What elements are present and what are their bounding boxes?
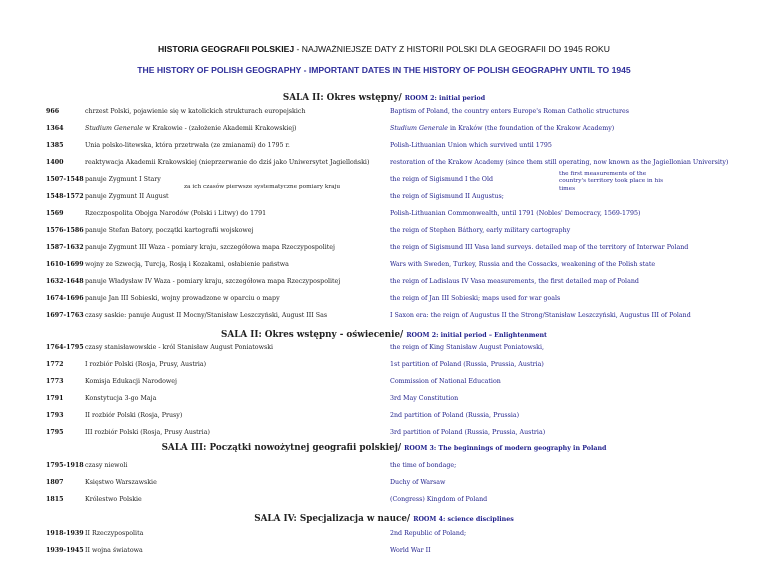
row-text-en: Polish-Lithuanian Union which survived until 1795 bbox=[390, 142, 552, 149]
title-polish-rest: - NAJWAŻNIEJSZE DATY Z HISTORII POLSKI DLA GEOGRAFII DO 1945 ROKU bbox=[294, 44, 610, 54]
row-year: 1610-1699 bbox=[46, 261, 84, 268]
table-row bbox=[0, 312, 768, 326]
row-text-en: Wars with Sweden, Turkey, Russia and the Cossacks, weakening of the Polish state bbox=[390, 261, 656, 268]
row-text-en: 1st partition of Poland (Russia, Prussia, Austria) bbox=[390, 361, 544, 368]
table-row bbox=[0, 479, 768, 493]
row-year: 1400 bbox=[46, 159, 64, 166]
section-heading-room3 bbox=[0, 443, 768, 453]
row-text-pl: chrzest Polski, pojawienie się w katolickich strukturach europejskich bbox=[85, 108, 306, 115]
reign-note-en bbox=[559, 171, 663, 193]
table-row bbox=[0, 244, 768, 258]
row-text-en: 3rd partition of Poland (Russia, Prussia, Austria) bbox=[390, 429, 546, 436]
table-row bbox=[0, 125, 768, 139]
row-text-en: 2nd Republic of Poland; bbox=[390, 530, 467, 537]
row-text-en: the reign of King Stanisław August Poniatowski, bbox=[390, 344, 544, 351]
section-heading-en: ROOM 2: initial period – Enlightenment bbox=[406, 332, 547, 339]
row-year: 1385 bbox=[46, 142, 64, 149]
row-text-pl-rest: w Krakowie - (założenie Akademii Krakowskiej) bbox=[143, 125, 297, 132]
table-row bbox=[0, 462, 768, 476]
row-year: 1939-1945 bbox=[46, 547, 84, 554]
row-text-en: the reign of Jan III Sobieski; maps used for war goals bbox=[390, 295, 561, 302]
row-text-en: (Congress) Kingdom of Poland bbox=[390, 496, 488, 503]
table-row bbox=[0, 378, 768, 392]
row-text-pl: panuje Zygmunt III Waza - pomiary kraju, szczegółowa mapa Rzeczypospolitej bbox=[85, 244, 335, 251]
row-year: 966 bbox=[46, 108, 60, 115]
section-heading-en: ROOM 3: The beginnings of modern geography in Poland bbox=[404, 445, 607, 452]
section-heading-room4 bbox=[0, 514, 768, 524]
row-text-en-italic: Studium Generale bbox=[390, 125, 449, 132]
row-text-pl bbox=[85, 125, 296, 132]
row-text-en-rest: in Kraków (the foundation of the Krakow Academy) bbox=[448, 125, 615, 132]
row-year: 1569 bbox=[46, 210, 64, 217]
section-heading-pl: SALA IV: Specjalizacja w nauce/ bbox=[254, 514, 414, 524]
title-polish bbox=[0, 44, 768, 54]
row-year: 1364 bbox=[46, 125, 64, 132]
row-year: 1791 bbox=[46, 395, 64, 402]
row-year: 1587-1632 bbox=[46, 244, 84, 251]
table-row bbox=[0, 361, 768, 375]
row-year: 1773 bbox=[46, 378, 64, 385]
row-text-pl: Księstwo Warszawskie bbox=[85, 479, 157, 486]
row-text-pl: panuje Jan III Sobieski, wojny prowadzone w oparciu o mapy bbox=[85, 295, 280, 302]
row-text-pl: Konstytucja 3-go Maja bbox=[85, 395, 157, 402]
row-year: 1507-1548 bbox=[46, 176, 84, 183]
row-text-pl: II Rzeczypospolita bbox=[85, 530, 144, 537]
table-row bbox=[0, 344, 768, 358]
table-row bbox=[0, 210, 768, 224]
reign-note-pl: za ich czasów pierwsze systematyczne pomiary kraju bbox=[184, 184, 341, 190]
row-text-pl: czasy saskie: panuje August II Mocny/Stanisław Leszczyński, August III Sas bbox=[85, 312, 328, 319]
reign-note-en-line: times bbox=[559, 185, 576, 192]
table-row bbox=[0, 295, 768, 309]
row-text-pl: panuje Stefan Batory, początki kartografii wojskowej bbox=[85, 227, 254, 234]
row-text-pl: reaktywacja Akademii Krakowskiej (nieprzerwanie do dziś jako Uniwersytet Jagielloński) bbox=[85, 159, 370, 166]
row-text-pl: Królestwo Polskie bbox=[85, 496, 142, 503]
row-year: 1815 bbox=[46, 496, 64, 503]
row-text-en: the reign of Sigismund II Augustus; bbox=[390, 193, 504, 200]
row-text-pl: Komisja Edukacji Narodowej bbox=[85, 378, 177, 385]
row-text-pl: panuje Zygmunt I Stary bbox=[85, 176, 161, 183]
row-text-en: Baptism of Poland, the country enters Europe's Roman Catholic structures bbox=[390, 108, 629, 115]
row-year: 1793 bbox=[46, 412, 64, 419]
row-year: 1795-1918 bbox=[46, 462, 84, 469]
section-heading-en: ROOM 4: science disciplines bbox=[413, 516, 514, 523]
section-heading-pl: SALA II: Okres wstępny - oświecenie/ bbox=[221, 330, 407, 340]
reign-note-en-line: the first measurements of the bbox=[559, 171, 647, 177]
title-english: THE HISTORY OF POLISH GEOGRAPHY - IMPORTANT DATES IN THE HISTORY OF POLISH GEOGRAPHY UNTIL TO 1945 bbox=[137, 65, 631, 75]
row-text-en: World War II bbox=[390, 547, 431, 554]
table-row bbox=[0, 227, 768, 241]
row-text-en: Polish-Lithuanian Commonwealth, until 1791 (Nobles' Democracy, 1569-1795) bbox=[390, 210, 641, 217]
table-row bbox=[0, 193, 768, 207]
row-year: 1576-1586 bbox=[46, 227, 84, 234]
row-year: 1772 bbox=[46, 361, 64, 368]
table-row bbox=[0, 395, 768, 409]
table-row bbox=[0, 142, 768, 156]
row-year: 1764-1795 bbox=[46, 344, 84, 351]
row-text-pl: wojny ze Szwecją, Turcją, Rosją i Kozakami, osłabienie państwa bbox=[85, 261, 289, 268]
table-row bbox=[0, 108, 768, 122]
table-row bbox=[0, 547, 768, 561]
row-text-en: I Saxon era: the reign of Augustus II the Strong/Stanisław Leszczyński, Augustus III of Poland bbox=[390, 312, 691, 319]
row-text-pl: panuje Władysław IV Waza - pomiary kraju, szczegółowa mapa Rzeczypospolitej bbox=[85, 278, 341, 285]
row-year: 1548-1572 bbox=[46, 193, 84, 200]
row-text-pl: czasy stanisławowskie - król Stanisław August Poniatowski bbox=[85, 344, 274, 351]
row-text-en: 2nd partition of Poland (Russia, Prussia) bbox=[390, 412, 520, 419]
row-year: 1674-1696 bbox=[46, 295, 84, 302]
row-year: 1795 bbox=[46, 429, 64, 436]
row-text-pl: I rozbiór Polski (Rosja, Prusy, Austria) bbox=[85, 361, 207, 368]
row-text-en: 3rd May Constitution bbox=[390, 395, 459, 402]
row-year: 1632-1648 bbox=[46, 278, 84, 285]
row-text-pl: panuje Zygmunt II August bbox=[85, 193, 169, 200]
table-row bbox=[0, 530, 768, 544]
table-row bbox=[0, 261, 768, 275]
row-text-en: the time of bondage; bbox=[390, 462, 457, 469]
row-text-pl: Rzeczpospolita Obojga Narodów (Polski i Litwy) do 1791 bbox=[85, 210, 267, 217]
title-polish-bold: HISTORIA GEOGRAFII POLSKIEJ bbox=[158, 44, 295, 54]
row-year: 1918-1939 bbox=[46, 530, 84, 537]
table-row bbox=[0, 278, 768, 292]
section-heading-room2 bbox=[0, 93, 768, 103]
row-text-pl: Unia polsko-litewska, która przetrwała (ze zmianami) do 1795 r. bbox=[85, 142, 290, 149]
row-text-en: Commission of National Education bbox=[390, 378, 501, 385]
reign-note-en-line: country's territory took place in his bbox=[559, 178, 664, 185]
table-row bbox=[0, 429, 768, 443]
row-text-pl: II wojna światowa bbox=[85, 547, 143, 554]
table-row bbox=[0, 496, 768, 510]
row-text-en: the reign of Stephen Báthory, early military cartography bbox=[390, 227, 571, 234]
row-text-en: Duchy of Warsaw bbox=[390, 479, 446, 486]
section-heading-pl: SALA III: Początki nowożytnej geografii polskiej/ bbox=[161, 443, 405, 453]
row-year: 1807 bbox=[46, 479, 64, 486]
row-text-pl: II rozbiór Polski (Rosja, Prusy) bbox=[85, 412, 183, 419]
row-text-pl-italic: Studium Generale bbox=[85, 125, 144, 132]
row-text-en: restoration of the Krakow Academy (since them still operating, now known as the Jagiellonian University) bbox=[390, 159, 729, 166]
section-heading-room2-enlightenment bbox=[0, 330, 768, 340]
row-text-en: the reign of Sigismund III Vasa land surveys. detailed map of the territory of Interwar Poland bbox=[390, 244, 689, 251]
row-text-en bbox=[390, 125, 614, 132]
section-heading-en: ROOM 2: initial period bbox=[404, 95, 486, 102]
row-text-en: the reign of Sigismund I the Old bbox=[390, 176, 494, 183]
row-year: 1697-1763 bbox=[46, 312, 84, 319]
table-row bbox=[0, 412, 768, 426]
section-heading-pl: SALA II: Okres wstępny/ bbox=[282, 93, 405, 103]
row-text-pl: III rozbiór Polski (Rosja, Prusy Austria) bbox=[85, 429, 210, 436]
row-text-en: the reign of Ladislaus IV Vasa measurements, the first detailed map of Poland bbox=[390, 278, 639, 285]
row-text-pl: czasy niewoli bbox=[85, 462, 128, 469]
